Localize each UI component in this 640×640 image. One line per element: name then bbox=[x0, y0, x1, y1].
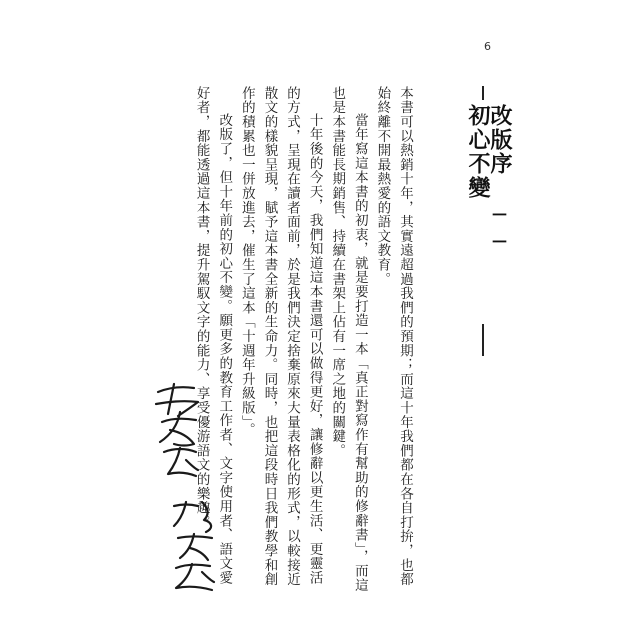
title-rule-bottom bbox=[482, 324, 484, 356]
handwritten-signature-1-icon bbox=[150, 382, 206, 486]
preface-title-block bbox=[460, 86, 512, 298]
title-rule-top bbox=[482, 86, 484, 100]
paragraph-3: 十年後的今天，我們知道這本書還可以做得更好，讓修辭以更生活、更靈活的方式，呈現在讀者面前，於是我們決定捨棄原來大量表格化的形式，以較接近散文的樣貌呈現，賦予這本書全新的生命力。同時，也把這段時日我們教學和創作的積累也一併放進去，催生了這本「十週年升級版」。 bbox=[238, 86, 323, 587]
handwritten-signature-2-icon bbox=[168, 498, 220, 598]
paragraph-2: 當年寫這本書的初衷，就是要打造一本「真正對寫作有幫助的修辭書」，而這也是本書能長期銷售、持續在書架上佔有一席之地的關鍵。 bbox=[329, 86, 368, 593]
paragraph-4: 改版了，但十年前的初心不變。願更多的教育工作者、文字使用者、語文愛好者，都能透過這本書，提升駕馭文字的能力、享受優游語文的樂趣。 bbox=[193, 86, 233, 585]
paragraph-1: 本書可以熱銷十年，其實遠超過我們的預期；而這十年我們都在各自打拚，也都始終離不開最熱愛的語文教育。 bbox=[374, 86, 413, 587]
preface-title: 改版序 ── 初心不變 bbox=[465, 104, 512, 257]
preface-body bbox=[190, 86, 416, 594]
page-number: 6 bbox=[484, 40, 491, 53]
